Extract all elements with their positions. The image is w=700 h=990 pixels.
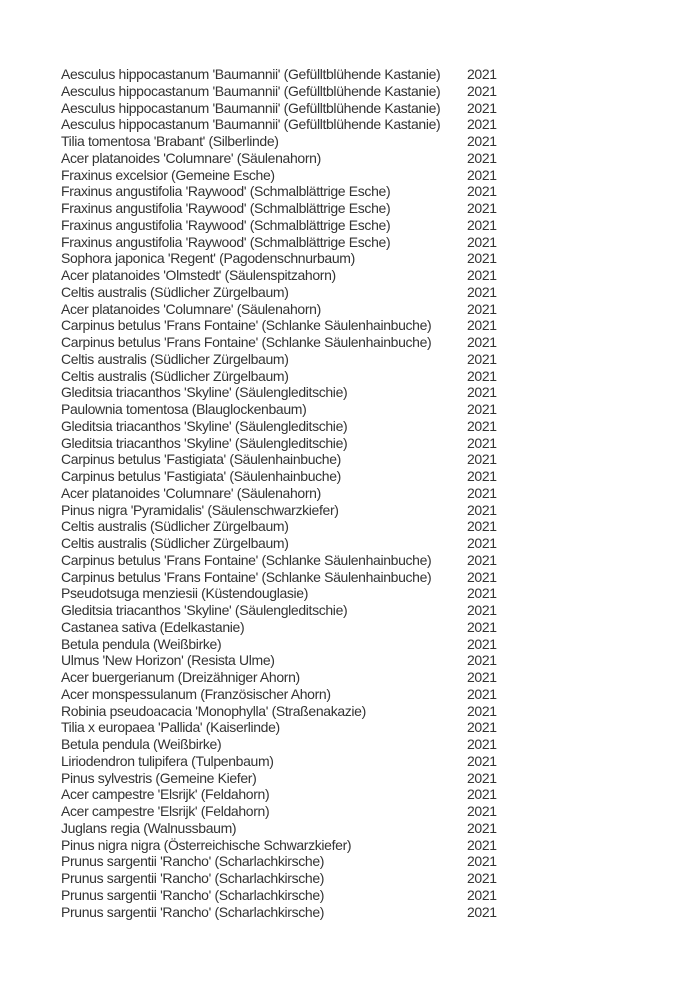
table-row <box>61 133 581 150</box>
table-row <box>61 569 581 586</box>
table-row <box>61 619 581 636</box>
planting-year: 2021 <box>467 233 497 250</box>
table-row <box>61 150 581 167</box>
planting-year: 2021 <box>467 585 497 602</box>
table-row <box>61 217 581 234</box>
planting-year: 2021 <box>467 334 497 350</box>
planting-year: 2021 <box>467 484 497 501</box>
planting-year: 2021 <box>467 367 497 384</box>
planting-year: 2021 <box>467 635 497 652</box>
planting-year: 2021 <box>467 183 497 200</box>
table-row <box>61 334 581 351</box>
table-row <box>61 435 581 452</box>
species-name: Carpinus betulus 'Frans Fontaine' (Schlanke Säulenhainbuche) <box>61 317 432 334</box>
species-name: Pinus sylvestris (Gemeine Kiefer) <box>61 769 257 786</box>
table-row <box>61 100 581 117</box>
table-row <box>61 686 581 703</box>
planting-year: 2021 <box>467 736 497 752</box>
species-name: Tilia x europaea 'Pallida' (Kaiserlinde) <box>61 719 280 736</box>
table-row <box>61 535 581 552</box>
table-row <box>61 770 581 787</box>
species-name: Gleditsia triacanthos 'Skyline' (Säulengleditschie) <box>61 417 348 434</box>
species-name: Celtis australis (Südlicher Zürgelbaum) <box>61 350 289 367</box>
planting-year: 2021 <box>467 786 497 803</box>
planting-year: 2021 <box>467 350 497 367</box>
species-name: Prunus sargentii 'Rancho' (Scharlachkirsche) <box>61 903 325 920</box>
species-name: Pinus nigra 'Pyramidalis' (Säulenschwarzkiefer) <box>61 501 339 518</box>
species-name: Acer campestre 'Elsrijk' (Feldahorn) <box>61 786 270 803</box>
planting-year: 2021 <box>467 903 497 920</box>
planting-year: 2021 <box>467 317 497 334</box>
species-name: Prunus sargentii 'Rancho' (Scharlachkirsche) <box>61 853 325 870</box>
table-row <box>61 418 581 435</box>
species-name: Celtis australis (Südlicher Zürgelbaum) <box>61 518 289 535</box>
planting-year: 2021 <box>467 752 497 769</box>
planting-year: 2021 <box>467 267 497 283</box>
table-row <box>61 585 581 602</box>
planting-year: 2021 <box>467 669 497 685</box>
table-row <box>61 803 581 820</box>
planting-year: 2021 <box>467 886 497 903</box>
table-row <box>61 183 581 200</box>
table-row <box>61 904 581 921</box>
table-row <box>61 552 581 569</box>
table-row <box>61 351 581 368</box>
planting-year: 2021 <box>467 652 497 669</box>
species-name: Carpinus betulus 'Frans Fontaine' (Schlanke Säulenhainbuche) <box>61 334 432 350</box>
species-name: Acer platanoides 'Columnare' (Säulenahorn) <box>61 300 321 317</box>
table-row <box>61 820 581 837</box>
planting-year: 2021 <box>467 200 497 216</box>
species-name: Acer buergerianum (Dreizähniger Ahorn) <box>61 669 300 685</box>
species-name: Sophora japonica 'Regent' (Pagodenschnurbaum) <box>61 250 355 267</box>
species-name: Carpinus betulus 'Fastigiata' (Säulenhainbuche) <box>61 451 341 468</box>
tree-table <box>61 66 581 920</box>
species-name: Acer monspessulanum (Französischer Ahorn) <box>61 685 331 702</box>
species-name: Carpinus betulus 'Fastigiata' (Säulenhainbuche) <box>61 468 341 484</box>
planting-year: 2021 <box>467 769 497 786</box>
planting-year: 2021 <box>467 870 497 886</box>
planting-year: 2021 <box>467 702 497 719</box>
planting-year: 2021 <box>467 384 497 401</box>
planting-year: 2021 <box>467 602 497 618</box>
species-name: Carpinus betulus 'Frans Fontaine' (Schlanke Säulenhainbuche) <box>61 568 432 585</box>
table-row <box>61 468 581 485</box>
table-row <box>61 167 581 184</box>
planting-year: 2021 <box>467 819 497 836</box>
planting-year: 2021 <box>467 149 497 166</box>
table-row <box>61 301 581 318</box>
species-name: Aesculus hippocastanum 'Baumannii' (Gefülltblühende Kastanie) <box>61 66 441 82</box>
table-row <box>61 267 581 284</box>
planting-year: 2021 <box>467 451 497 468</box>
table-row <box>61 719 581 736</box>
species-name: Betula pendula (Weißbirke) <box>61 736 222 752</box>
species-name: Acer platanoides 'Olmstedt' (Säulenspitzahorn) <box>61 267 336 283</box>
planting-year: 2021 <box>467 685 497 702</box>
species-name: Carpinus betulus 'Frans Fontaine' (Schlanke Säulenhainbuche) <box>61 551 432 568</box>
planting-year: 2021 <box>467 434 497 451</box>
species-name: Pinus nigra nigra (Österreichische Schwarzkiefer) <box>61 836 352 853</box>
table-row <box>61 317 581 334</box>
species-name: Acer platanoides 'Columnare' (Säulenahorn) <box>61 149 321 166</box>
table-row <box>61 200 581 217</box>
planting-year: 2021 <box>467 216 497 233</box>
table-row <box>61 703 581 720</box>
table-row <box>61 116 581 133</box>
planting-year: 2021 <box>467 283 497 300</box>
planting-year: 2021 <box>467 300 497 317</box>
planting-year: 2021 <box>467 468 497 484</box>
species-name: Acer campestre 'Elsrijk' (Feldahorn) <box>61 803 270 819</box>
table-row <box>61 669 581 686</box>
species-name: Liriodendron tulipifera (Tulpenbaum) <box>61 752 274 769</box>
table-row <box>61 451 581 468</box>
planting-year: 2021 <box>467 618 497 635</box>
species-name: Celtis australis (Südlicher Zürgelbaum) <box>61 283 289 300</box>
planting-year: 2021 <box>467 401 497 417</box>
planting-year: 2021 <box>467 803 497 819</box>
table-row <box>61 887 581 904</box>
table-row <box>61 485 581 502</box>
species-name: Fraxinus angustifolia 'Raywood' (Schmalblättrige Esche) <box>61 216 391 233</box>
table-row <box>61 736 581 753</box>
table-row <box>61 384 581 401</box>
species-name: Castanea sativa (Edelkastanie) <box>61 618 245 635</box>
table-row <box>61 518 581 535</box>
planting-year: 2021 <box>467 535 497 551</box>
planting-year: 2021 <box>467 836 497 853</box>
planting-year: 2021 <box>467 250 497 267</box>
table-row <box>61 602 581 619</box>
species-name: Gleditsia triacanthos 'Skyline' (Säulengleditschie) <box>61 384 348 401</box>
planting-year: 2021 <box>467 853 497 870</box>
table-row <box>61 401 581 418</box>
table-row <box>61 368 581 385</box>
table-row <box>61 753 581 770</box>
planting-year: 2021 <box>467 518 497 535</box>
species-name: Acer platanoides 'Columnare' (Säulenahorn) <box>61 484 321 501</box>
planting-year: 2021 <box>467 99 497 116</box>
planting-year: 2021 <box>467 551 497 568</box>
species-name: Betula pendula (Weißbirke) <box>61 635 222 652</box>
species-name: Fraxinus angustifolia 'Raywood' (Schmalblättrige Esche) <box>61 233 391 250</box>
planting-year: 2021 <box>467 66 497 82</box>
planting-year: 2021 <box>467 133 497 149</box>
table-row <box>61 284 581 301</box>
species-name: Paulownia tomentosa (Blauglockenbaum) <box>61 401 307 417</box>
table-row <box>61 502 581 519</box>
planting-year: 2021 <box>467 719 497 736</box>
planting-year: 2021 <box>467 82 497 99</box>
species-name: Aesculus hippocastanum 'Baumannii' (Gefülltblühende Kastanie) <box>61 116 441 133</box>
species-name: Gleditsia triacanthos 'Skyline' (Säulengleditschie) <box>61 434 348 451</box>
species-name: Fraxinus angustifolia 'Raywood' (Schmalblättrige Esche) <box>61 183 391 200</box>
species-name: Ulmus 'New Horizon' (Resista Ulme) <box>61 652 275 669</box>
table-row <box>61 652 581 669</box>
table-row <box>61 636 581 653</box>
species-name: Fraxinus excelsior (Gemeine Esche) <box>61 166 275 183</box>
species-name: Gleditsia triacanthos 'Skyline' (Säulengleditschie) <box>61 602 348 618</box>
species-name: Prunus sargentii 'Rancho' (Scharlachkirsche) <box>61 886 325 903</box>
table-row <box>61 234 581 251</box>
planting-year: 2021 <box>467 166 497 183</box>
table-row <box>61 837 581 854</box>
table-row <box>61 870 581 887</box>
planting-year: 2021 <box>467 568 497 585</box>
table-row <box>61 250 581 267</box>
species-name: Robinia pseudoacacia 'Monophylla' (Straßenakazie) <box>61 702 366 719</box>
species-name: Pseudotsuga menziesii (Küstendouglasie) <box>61 585 309 602</box>
planting-year: 2021 <box>467 501 497 518</box>
species-name: Celtis australis (Südlicher Zürgelbaum) <box>61 367 289 384</box>
table-row <box>61 853 581 870</box>
species-name: Fraxinus angustifolia 'Raywood' (Schmalblättrige Esche) <box>61 200 391 216</box>
species-name: Tilia tomentosa 'Brabant' (Silberlinde) <box>61 133 279 149</box>
species-name: Aesculus hippocastanum 'Baumannii' (Gefülltblühende Kastanie) <box>61 99 441 116</box>
species-name: Juglans regia (Walnussbaum) <box>61 819 237 836</box>
table-row <box>61 786 581 803</box>
species-name: Prunus sargentii 'Rancho' (Scharlachkirsche) <box>61 870 325 886</box>
species-name: Celtis australis (Südlicher Zürgelbaum) <box>61 535 289 551</box>
species-name: Aesculus hippocastanum 'Baumannii' (Gefülltblühende Kastanie) <box>61 82 441 99</box>
planting-year: 2021 <box>467 116 497 133</box>
planting-year: 2021 <box>467 417 497 434</box>
table-row <box>61 66 581 83</box>
table-row <box>61 83 581 100</box>
